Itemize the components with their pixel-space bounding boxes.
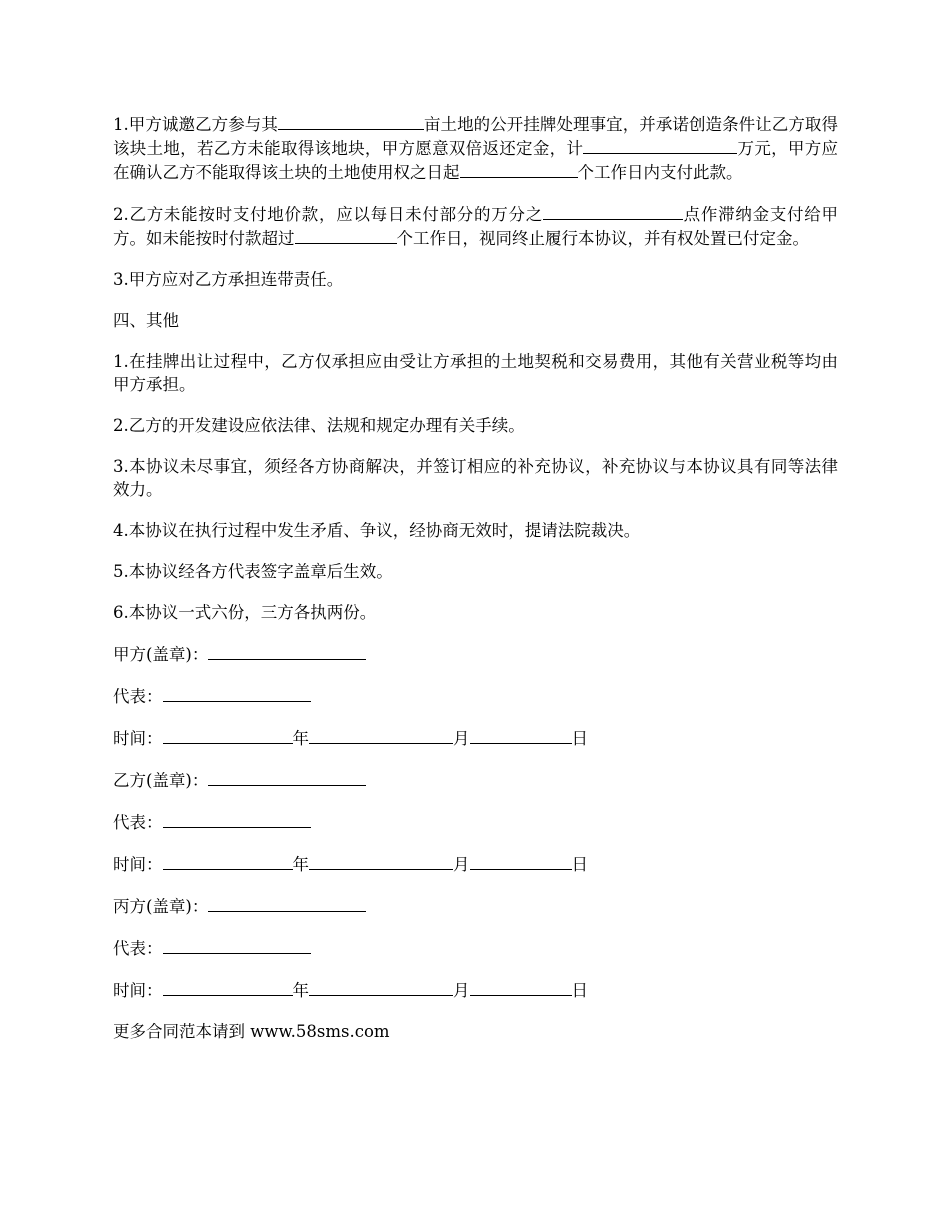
clause-text: 1.甲方诚邀乙方参与其	[113, 115, 278, 134]
other-clause-3: 3.本协议未尽事宜，须经各方协商解决，并签订相应的补充协议，补充协议与本协议具有同等法律效力。	[113, 457, 838, 499]
party-b-label: 乙方(盖章)：	[113, 771, 209, 790]
rep-blank	[163, 684, 311, 702]
blank-overdue-days	[295, 226, 397, 244]
party-b-seal-line	[113, 768, 838, 792]
party-b-rep-line	[113, 810, 838, 834]
month-label: 月	[453, 729, 470, 748]
party-a-date-line	[113, 726, 838, 750]
party-a-seal-line	[113, 642, 838, 666]
clause-text: 亩土地的公开挂牌处理事宜，并承诺创造条件让乙方取得该块土地，若乙方未能取得该地块，甲方愿意双倍返还定金，计	[113, 115, 838, 158]
clause-text: 万元，甲方应在确认乙方不能取得该土块的土地使用权之日起	[113, 139, 839, 182]
time-label: 时间：	[113, 981, 163, 1000]
rep-label: 代表：	[113, 939, 163, 958]
blank-workdays	[460, 160, 578, 178]
year-label: 年	[292, 981, 309, 1000]
document-page	[113, 112, 838, 1061]
clause-late-payment	[113, 202, 838, 250]
party-c-date-line	[113, 978, 838, 1002]
other-clause-6: 6.本协议一式六份，三方各执两份。	[113, 603, 377, 622]
other-clause-5: 5.本协议经各方代表签字盖章后生效。	[113, 562, 393, 581]
party-c-seal-line	[113, 894, 838, 918]
day-blank	[470, 978, 572, 996]
day-label: 日	[571, 981, 588, 1000]
section-heading-other: 四、其他	[113, 311, 179, 330]
other-clause-2: 2.乙方的开发建设应依法律、法规和规定办理有关手续。	[113, 416, 525, 435]
clause-text: 个工作日，视同终止履行本协议，并有权处置已付定金。	[396, 229, 809, 248]
blank-rate	[543, 202, 683, 220]
year-blank	[163, 978, 293, 996]
rep-blank	[163, 936, 311, 954]
month-blank	[309, 726, 453, 744]
blank-amount-cont	[713, 136, 737, 154]
party-c-label: 丙方(盖章)：	[113, 897, 209, 916]
party-b-date-line	[113, 852, 838, 876]
rep-label: 代表：	[113, 687, 163, 706]
year-label: 年	[292, 855, 309, 874]
footer-link-text: 更多合同范本请到 www.58sms.com	[113, 1022, 390, 1041]
party-a-rep-line	[113, 684, 838, 708]
day-blank	[470, 852, 572, 870]
month-blank	[309, 978, 453, 996]
rep-blank	[163, 810, 311, 828]
month-blank	[309, 852, 453, 870]
rep-label: 代表：	[113, 813, 163, 832]
time-label: 时间：	[113, 855, 163, 874]
clause-text: 个工作日内支付此款。	[577, 163, 743, 182]
year-blank	[163, 852, 293, 870]
blank-land-area	[278, 112, 424, 130]
other-clause-4: 4.本协议在执行过程中发生矛盾、争议，经协商无效时，提请法院裁决。	[113, 521, 641, 540]
day-blank	[470, 726, 572, 744]
month-label: 月	[453, 855, 470, 874]
day-label: 日	[571, 855, 588, 874]
other-clause-1: 1.在挂牌出让过程中，乙方仅承担应由受让方承担的土地契税和交易费用，其他有关营业税等均由甲方承担。	[113, 352, 838, 394]
day-label: 日	[571, 729, 588, 748]
party-b-seal-blank	[208, 768, 366, 786]
blank-amount	[583, 136, 713, 154]
year-label: 年	[292, 729, 309, 748]
party-c-seal-blank	[208, 894, 366, 912]
clause-text: 2.乙方未能按时支付地价款，应以每日未付部分的万分之	[113, 205, 543, 224]
time-label: 时间：	[113, 729, 163, 748]
party-a-seal-blank	[208, 642, 366, 660]
clause-joint-liability: 3.甲方应对乙方承担连带责任。	[113, 270, 344, 289]
party-a-label: 甲方(盖章)：	[113, 645, 209, 664]
month-label: 月	[453, 981, 470, 1000]
clause-deposit-refund	[113, 112, 838, 184]
party-c-rep-line	[113, 936, 838, 960]
year-blank	[163, 726, 293, 744]
clause-text: 点作滞纳金支付给甲方。如未能按时付款超过	[113, 205, 839, 248]
